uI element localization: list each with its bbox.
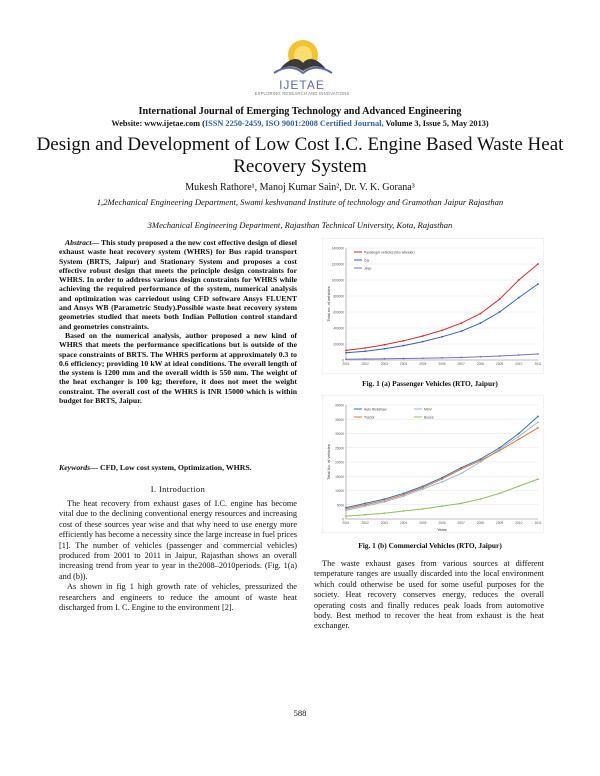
data-point bbox=[345, 515, 347, 517]
legend-label: Passenger vehicles (two wheeler) bbox=[364, 250, 415, 255]
data-point bbox=[518, 438, 520, 440]
data-point bbox=[499, 450, 501, 452]
data-point bbox=[480, 356, 482, 358]
data-point bbox=[460, 502, 462, 504]
x-tick-label: 2011 bbox=[534, 362, 542, 366]
data-point bbox=[364, 350, 366, 352]
x-tick-label: 2005 bbox=[419, 362, 427, 366]
y-tick-label: 30000 bbox=[335, 432, 344, 436]
data-point bbox=[460, 473, 462, 475]
data-point bbox=[537, 263, 539, 265]
affiliation-2: 3Mechanical Engineering Department, Rajasthan Technical University, Kota, Rajasthan bbox=[147, 220, 453, 230]
x-tick-label: 2010 bbox=[515, 362, 523, 366]
data-point bbox=[422, 335, 424, 337]
data-point bbox=[499, 298, 501, 300]
data-point bbox=[364, 358, 366, 360]
data-point bbox=[480, 313, 482, 315]
x-tick-label: 2007 bbox=[457, 362, 465, 366]
x-tick-label: 2005 bbox=[419, 521, 427, 525]
y-tick-label: 35000 bbox=[335, 417, 344, 422]
data-point bbox=[499, 311, 501, 313]
journal-name: International Journal of Emerging Technology and Advanced Engineering bbox=[138, 106, 462, 117]
x-axis-label: Years bbox=[437, 528, 447, 532]
data-point bbox=[384, 500, 386, 502]
y-tick-label: 400000 bbox=[333, 326, 344, 331]
y-tick-label: 25000 bbox=[335, 446, 344, 451]
data-point bbox=[441, 481, 443, 483]
section-heading-introduction: I. Introduction bbox=[150, 485, 206, 494]
x-tick-label: 2001 bbox=[342, 521, 350, 525]
right-paragraph-1: The waste exhaust gases from various sources at different temperature ranges are usually discarded into the local environment which could otherwise be used for some useful purposes for the society. Heat recovery conserves energy, reduces the overall operating costs and finally reduces peak loads from automotive body. Best method to recover the heat from exhaust is the heat exchanger. bbox=[314, 559, 544, 631]
data-point bbox=[403, 494, 405, 496]
legend-label: MGV bbox=[424, 407, 432, 412]
data-point bbox=[518, 297, 520, 299]
y-tick-label: 5000 bbox=[336, 503, 344, 508]
data-point bbox=[403, 340, 405, 342]
data-point bbox=[480, 322, 482, 324]
x-tick-label: 2008 bbox=[476, 362, 484, 366]
abstract-p1: This study proposed a the new cost effective design of diesel exhaust waste heat recovery system (WHRS) for Bus rapid transport System (BRTS, Jaipur) and Stationary System and proposes a cost effective robust design that meets the principle design constraints for WHRS. In order to address various design constraints for WHRS while achieving the required performance of the system, numerical analysis and optimization was carriedout using CFD software Ansys FLUENT and Ansys WB (Parametric Study).Possible waste heat recovery system geometries studied that meets both Indian Pollution control standard and geometries constraints. bbox=[59, 238, 297, 331]
y-tick-label: 200000 bbox=[333, 342, 344, 347]
y-axis-label: Total No. of vehicles bbox=[326, 444, 331, 480]
data-point bbox=[422, 508, 424, 510]
x-tick-label: 2003 bbox=[380, 362, 388, 366]
y-tick-label: 1400000 bbox=[331, 246, 344, 251]
keywords-text: CFD, Low cost system, Optimization, WHRS. bbox=[98, 463, 252, 472]
y-tick-label: 800000 bbox=[333, 294, 344, 299]
data-point bbox=[518, 485, 520, 487]
x-tick-label: 2009 bbox=[496, 521, 504, 525]
abstract-p2: Based on the numerical analysis, author proposed a new kind of WHRS that meets the performance specifications but is outside of the space constraints of BRTS. The WHRS perform at approximately 0.3 to 0.6 efficiency; providing 10 kW at ideal conditions. The overall length of the system is 1200 mm and the overall width is 550 mm. The weight of the heat exchanger is 100 kg; therefore, it does not meet the weight constraint. The overall cost of the WHRS is INR 15000 which is within budget for BRTS, Jaipur. bbox=[59, 330, 297, 406]
data-point bbox=[537, 416, 539, 418]
data-point bbox=[384, 358, 386, 360]
data-point bbox=[403, 510, 405, 512]
data-point bbox=[518, 435, 520, 437]
data-point bbox=[364, 504, 366, 506]
legend-label: Buses bbox=[424, 415, 434, 420]
fig1b-caption: Fig. 1 (b) Commercial Vehicles (RTO, Jaipur) bbox=[358, 541, 502, 550]
keywords-label: Keywords— bbox=[59, 463, 98, 472]
x-tick-label: 2007 bbox=[457, 521, 465, 525]
data-point bbox=[441, 357, 443, 359]
y-tick-label: 0 bbox=[342, 517, 344, 522]
y-axis-label: Total no. of vehicles bbox=[326, 286, 331, 322]
data-point bbox=[480, 460, 482, 462]
y-tick-label: 1200000 bbox=[331, 262, 344, 267]
data-point bbox=[422, 341, 424, 343]
issn-link[interactable]: ISSN 2250-2459, ISO 9001:2008 Certified Journal, bbox=[204, 119, 384, 128]
chart-frame bbox=[322, 238, 544, 374]
x-tick-label: 2008 bbox=[476, 521, 484, 525]
logo-text: IJETAE bbox=[279, 78, 325, 92]
x-tick-label: 2006 bbox=[438, 362, 446, 366]
legend-label: Jeep bbox=[364, 266, 372, 271]
data-point bbox=[422, 357, 424, 359]
data-point bbox=[441, 336, 443, 338]
x-tick-label: 2004 bbox=[400, 362, 408, 366]
x-tick-label: 2002 bbox=[361, 362, 369, 366]
body-right-column bbox=[314, 559, 544, 632]
data-point bbox=[499, 355, 501, 357]
data-point bbox=[460, 357, 462, 359]
data-point bbox=[384, 512, 386, 514]
x-tick-label: 2003 bbox=[380, 521, 388, 525]
fig1b-chart bbox=[322, 395, 544, 533]
y-tick-label: 600000 bbox=[333, 310, 344, 315]
paper-title: Design and Development of Low Cost I.C. Engine Based Waste Heat Recovery System bbox=[36, 134, 564, 177]
legend-label: Tractor bbox=[364, 415, 375, 420]
data-point bbox=[518, 433, 520, 435]
data-point bbox=[537, 427, 539, 429]
fig1a-chart bbox=[322, 238, 544, 374]
legend-label: Auto Rickshaw bbox=[364, 407, 387, 412]
x-tick-label: 2006 bbox=[438, 521, 446, 525]
journal-website bbox=[0, 119, 600, 128]
data-point bbox=[345, 508, 347, 510]
y-tick-label: 15000 bbox=[335, 474, 344, 479]
intro-paragraph-2: As shown in fig 1 high growth rate of vehicles, pressurized the researchers and engineers to reduce the amount of waste heat discharged from I. C. Engine to the environment [2]. bbox=[59, 582, 297, 613]
page-number: 588 bbox=[293, 708, 307, 718]
x-tick-label: 2011 bbox=[534, 521, 542, 525]
data-point bbox=[460, 330, 462, 332]
data-point bbox=[345, 350, 347, 352]
data-point bbox=[345, 358, 347, 360]
y-tick-label: 1000000 bbox=[331, 278, 344, 283]
legend-label: Car bbox=[364, 258, 370, 263]
data-point bbox=[384, 344, 386, 346]
paper-authors: Mukesh Rathore¹, Manoj Kumar Sain², Dr. V. K. Gorana³ bbox=[185, 182, 415, 193]
data-point bbox=[403, 345, 405, 347]
keywords bbox=[59, 463, 297, 472]
x-tick-label: 2010 bbox=[515, 521, 523, 525]
x-tick-label: 2009 bbox=[496, 362, 504, 366]
data-point bbox=[422, 487, 424, 489]
intro-paragraph-1: The heat recovery from exhaust gases of I.C. engine has become vital due to the declining conventional energy resources and increasing cost of these sources year wise and that why need to use energy more efficiently has become a necessity since the large increase in fuel prices [1]. The number of vehicles (passenger and commercial vehicles) produced from 2001 to 2011 in Jaipur, Rajasthan shows an overall increasing trend from year to year in the2008–2010periods. (Fig. 1(a) and (b)). bbox=[59, 499, 297, 581]
abstract-label: Abstract— bbox=[65, 238, 100, 247]
data-point bbox=[441, 478, 443, 480]
data-point bbox=[441, 505, 443, 507]
website-suffix: Volume 3, Issue 5, May 2013) bbox=[383, 119, 489, 128]
affiliation-1: 1,2Mechanical Engineering Department, Swami keshvanand Institute of technology and Gramothan Jaipur Rajasthan bbox=[96, 197, 504, 207]
data-point bbox=[364, 347, 366, 349]
data-point bbox=[518, 279, 520, 281]
data-point bbox=[537, 421, 539, 423]
data-point bbox=[480, 498, 482, 500]
data-point bbox=[537, 283, 539, 285]
data-point bbox=[460, 468, 462, 470]
fig1a-caption: Fig. 1 (a) Passenger Vehicles (RTO, Jaipur) bbox=[362, 379, 498, 388]
x-tick-label: 2004 bbox=[400, 521, 408, 525]
data-point bbox=[518, 354, 520, 356]
data-point bbox=[364, 514, 366, 516]
y-tick-label: 20000 bbox=[335, 460, 344, 465]
logo-subtext: EXPLORING RESEARCH AND INNOVATIONS bbox=[254, 91, 350, 96]
data-point bbox=[499, 492, 501, 494]
data-point bbox=[403, 358, 405, 360]
x-tick-label: 2001 bbox=[342, 362, 350, 366]
data-point bbox=[345, 352, 347, 354]
x-tick-label: 2002 bbox=[361, 521, 369, 525]
website-prefix: Website: www.ijetae.com ( bbox=[111, 119, 205, 128]
body-left-column bbox=[59, 499, 297, 613]
y-tick-label: 40000 bbox=[335, 403, 344, 408]
y-tick-label: 10000 bbox=[335, 489, 344, 493]
y-tick-label: 0 bbox=[342, 358, 344, 363]
data-point bbox=[384, 348, 386, 350]
data-point bbox=[441, 330, 443, 332]
data-point bbox=[460, 322, 462, 324]
abstract bbox=[59, 238, 297, 405]
data-point bbox=[537, 353, 539, 355]
data-point bbox=[537, 478, 539, 480]
